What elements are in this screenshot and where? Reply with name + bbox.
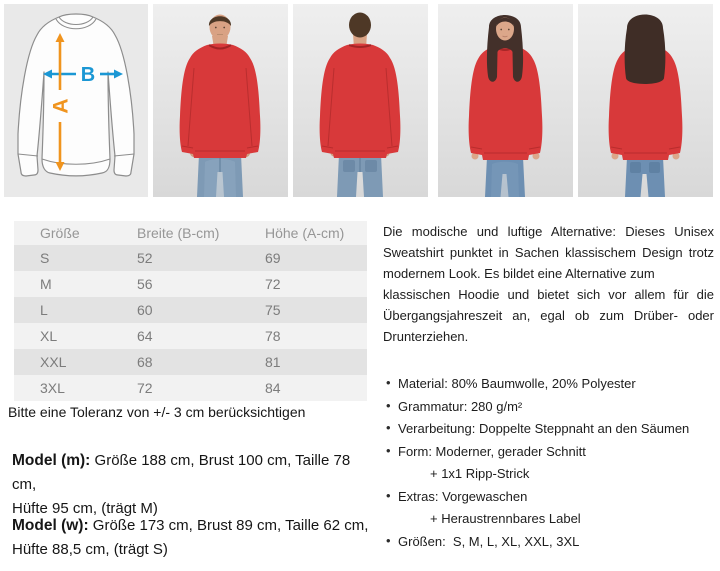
hoehe-cell: 75 [239,297,367,323]
size-cell: XXL [14,349,111,375]
product-description [383,221,714,553]
spec-item-text: Form: Moderner, gerader Schnitt [398,443,586,459]
breite-cell: 56 [111,271,239,297]
width-label: B [80,64,96,87]
model-male-label: Model (m): [12,452,91,469]
size-table [14,221,367,401]
photo-man-front [153,4,288,197]
size-table-row [14,349,367,375]
model-female-line1: Größe 173 cm, Brust 89 cm, Taille 62 cm, [92,517,369,534]
model-info-male [12,449,370,521]
hoehe-cell: 78 [239,323,367,349]
photo-woman-back [578,4,713,197]
hoehe-cell: 72 [239,271,367,297]
breite-cell: 72 [111,375,239,401]
description-line: Übergangsjahreszeit an, egal ob zum Drüber- oder [383,308,714,323]
model-male-line1: Größe 188 cm, Brust 100 cm, Taille 78 cm, [12,452,351,493]
description-line: Die modische und luftige Alternative: Dieses Unisex [383,224,714,239]
woman-front-image [438,4,573,197]
col-header-hoehe: Höhe (A-cm) [239,221,367,245]
sweatshirt-outline [18,14,134,176]
product-images [4,4,713,197]
height-label: A [49,98,73,114]
size-table-row [14,375,367,401]
col-header-groesse: Größe [14,221,111,245]
model-female-line2: Hüfte 88,5 cm, (trägt S) [12,541,168,558]
spec-item-text: Grammatur: 280 g/m² [398,398,523,414]
spec-item-subline: + Heraustrennbares Label [430,511,581,526]
description-line: Sweatshirt punktet in Sachen klassischem Design trotz [383,245,714,260]
description-line: klassischen Hoodie und bietet sich vor allem für die [383,287,714,302]
hoehe-cell: 81 [239,349,367,375]
sweatshirt-measurement-diagram-image [4,4,148,197]
man-back-image [293,4,428,197]
photo-man-back [293,4,428,197]
size-table-body [14,245,367,401]
size-diagram [4,4,148,197]
spec-item [385,396,714,419]
spec-list [383,373,714,553]
breite-cell: 60 [111,297,239,323]
sweatshirt [469,46,543,161]
spec-item [385,486,714,531]
size-cell: M [14,271,111,297]
size-table-header-row [14,221,367,245]
hoehe-cell: 84 [239,375,367,401]
spec-item-text: Extras: Vorgewaschen [398,488,528,504]
size-cell: S [14,245,111,271]
description-line: modernem Look. Es bildet eine Alternative zum [383,266,655,281]
spec-item [385,531,714,554]
spec-item-subline: + 1x1 Ripp-Strick [430,466,530,481]
spec-item [385,373,714,396]
tolerance-note: Bitte eine Toleranz von +/- 3 cm berücksichtigen [8,404,306,420]
breite-cell: 64 [111,323,239,349]
model-male-line2: Hüfte 95 cm, (trägt M) [12,500,158,517]
spec-item-text: Größen: S, M, L, XL, XXL, 3XL [398,533,580,549]
size-table-row [14,297,367,323]
photo-woman-front [438,4,573,197]
size-table-row [14,271,367,297]
spec-item-text: Verarbeitung: Doppelte Steppnaht an den Säumen [398,421,690,436]
size-cell: 3XL [14,375,111,401]
size-cell: XL [14,323,111,349]
size-cell: L [14,297,111,323]
woman-back-image [578,4,713,197]
spec-item [385,418,714,441]
col-header-breite: Breite (B-cm) [111,221,239,245]
breite-cell: 52 [111,245,239,271]
spec-item [385,441,714,486]
description-line: Drunterziehen. [383,329,469,344]
description-paragraph [383,221,714,347]
model-info-female [12,514,370,562]
man-front-image [153,4,288,197]
hair-back [625,15,666,85]
hair-back [349,13,371,38]
spec-item-text: Material: 80% Baumwolle, 20% Polyester [398,376,636,391]
model-female-label: Model (w): [12,517,89,534]
breite-cell: 68 [111,349,239,375]
size-table-row [14,323,367,349]
hoehe-cell: 69 [239,245,367,271]
size-table-row [14,245,367,271]
